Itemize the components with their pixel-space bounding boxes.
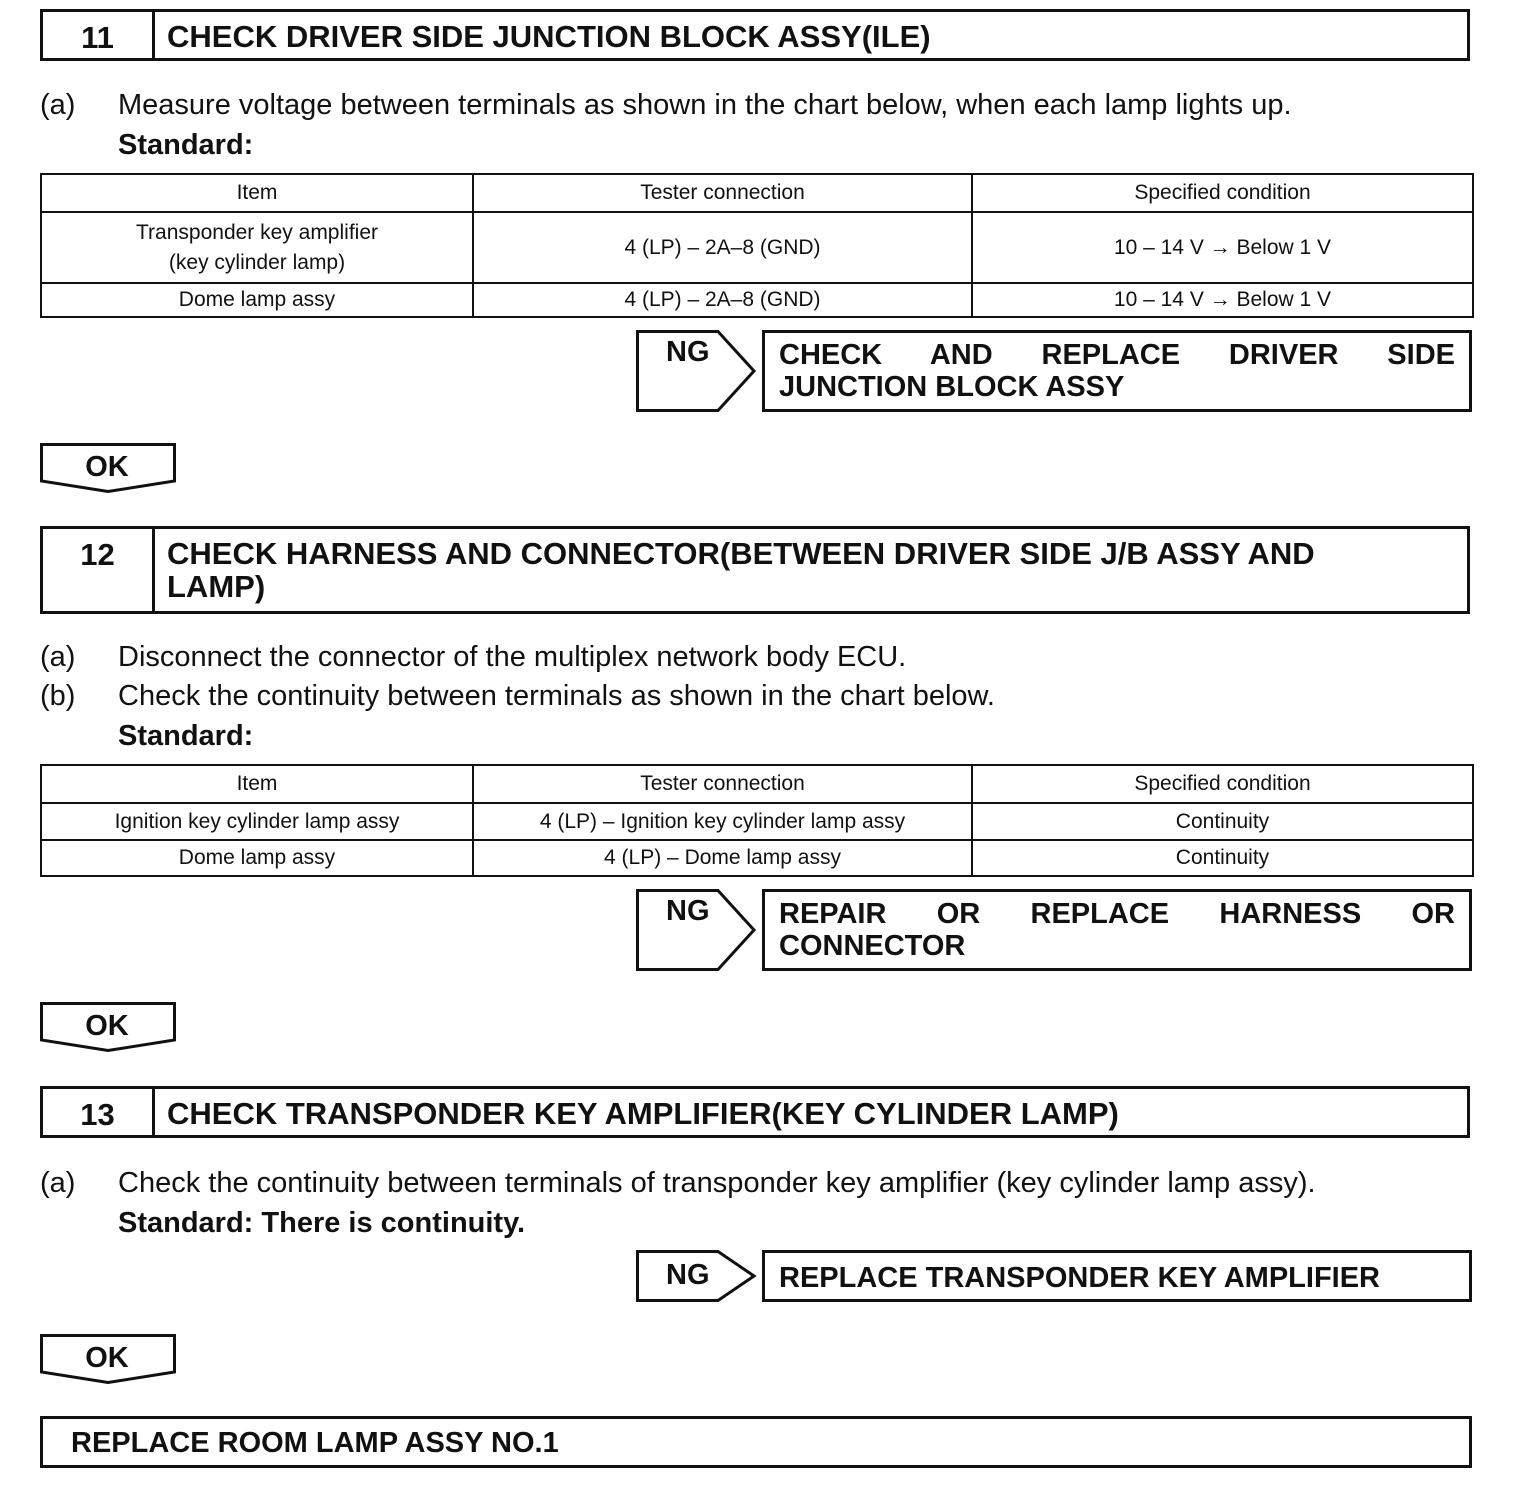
table-cell-item: Dome lamp assy — [41, 840, 473, 876]
step-11-header — [40, 9, 1470, 61]
ng-label: NG — [666, 1259, 710, 1291]
ng-action-line: JUNCTION BLOCK ASSY — [779, 371, 1125, 403]
table-header-row — [41, 765, 1473, 803]
table-cell-condition: Continuity — [972, 840, 1473, 876]
table-cell-item — [41, 212, 473, 283]
ok-branch — [40, 1334, 176, 1384]
ok-label: OK — [85, 1010, 129, 1042]
ng-label: NG — [666, 336, 710, 368]
table-row — [41, 840, 1473, 876]
ng-branch — [636, 1250, 1472, 1302]
table-header-cell: Tester connection — [473, 174, 972, 212]
table-cell-connection: 4 (LP) – Ignition key cylinder lamp assy — [473, 803, 972, 840]
table-cell-item: Dome lamp assy — [41, 283, 473, 317]
item-text: Check the continuity between terminals as shown in the chart below. — [118, 680, 995, 712]
item-text: Disconnect the connector of the multiplex network body ECU. — [118, 641, 907, 673]
table-header-cell: Item — [41, 765, 473, 803]
final-action-box: REPLACE ROOM LAMP ASSY NO.1 — [40, 1416, 1472, 1468]
standard-label: Standard: — [118, 129, 254, 161]
ng-branch — [636, 889, 1472, 971]
item-line: (key cylinder lamp) — [168, 250, 346, 274]
standard-label: Standard: — [118, 720, 254, 752]
table-row — [41, 803, 1473, 840]
ok-branch — [40, 1002, 176, 1052]
ng-branch — [636, 330, 1472, 412]
ok-branch — [40, 443, 176, 493]
standard-label: Standard: There is continuity. — [118, 1207, 526, 1239]
ok-label: OK — [85, 451, 129, 483]
step-number: 11 — [43, 12, 155, 58]
table-header-cell: Item — [41, 174, 473, 212]
ng-action-box: REPLACE TRANSPONDER KEY AMPLIFIER — [762, 1250, 1472, 1302]
ng-action-line: CHECK AND REPLACE DRIVER SIDE — [779, 339, 1455, 371]
ng-action-line: CONNECTOR — [779, 930, 966, 962]
table-cell-item: Ignition key cylinder lamp assy — [41, 803, 473, 840]
table-header-row — [41, 174, 1473, 212]
item-label: (a) — [40, 89, 76, 121]
item-text: Check the continuity between terminals of transponder key amplifier (key cylinder lamp assy). — [118, 1167, 1316, 1199]
ng-label: NG — [666, 895, 710, 927]
ok-label: OK — [85, 1342, 129, 1374]
item-text: Measure voltage between terminals as shown in the chart below, when each lamp lights up. — [118, 89, 1292, 121]
item-label: (a) — [40, 1167, 76, 1199]
step-title: CHECK TRANSPONDER KEY AMPLIFIER(KEY CYLINDER LAMP) — [167, 1096, 1119, 1131]
table-cell-condition: Continuity — [972, 803, 1473, 840]
step-title: CHECK DRIVER SIDE JUNCTION BLOCK ASSY(ILE) — [167, 19, 931, 54]
table-cell-condition: 10 – 14 V → Below 1 V — [972, 283, 1473, 317]
step-13-header — [40, 1086, 1470, 1138]
item-label: (b) — [40, 680, 76, 712]
step-12-spec-table — [40, 764, 1474, 877]
step-12-header — [40, 526, 1470, 614]
ng-action-box — [762, 889, 1472, 971]
table-cell-condition: 10 – 14 V → Below 1 V — [972, 212, 1473, 283]
step-11-spec-table — [40, 173, 1474, 318]
step-number: 12 — [43, 529, 155, 611]
table-cell-connection: 4 (LP) – 2A–8 (GND) — [473, 283, 972, 317]
item-label: (a) — [40, 641, 76, 673]
step-number: 13 — [43, 1089, 155, 1135]
ng-action-box — [762, 330, 1472, 412]
table-header-cell: Specified condition — [972, 765, 1473, 803]
table-row — [41, 212, 1473, 283]
table-cell-connection: 4 (LP) – Dome lamp assy — [473, 840, 972, 876]
table-header-cell: Tester connection — [473, 765, 972, 803]
step-title: CHECK HARNESS AND CONNECTOR(BETWEEN DRIVER SIDE J/B ASSY AND LAMP) — [167, 536, 1315, 604]
table-header-cell: Specified condition — [972, 174, 1473, 212]
table-cell-connection: 4 (LP) – 2A–8 (GND) — [473, 212, 972, 283]
ng-action-line: REPAIR OR REPLACE HARNESS OR — [779, 898, 1455, 930]
item-line: Transponder key amplifier — [136, 220, 378, 244]
table-row — [41, 283, 1473, 317]
